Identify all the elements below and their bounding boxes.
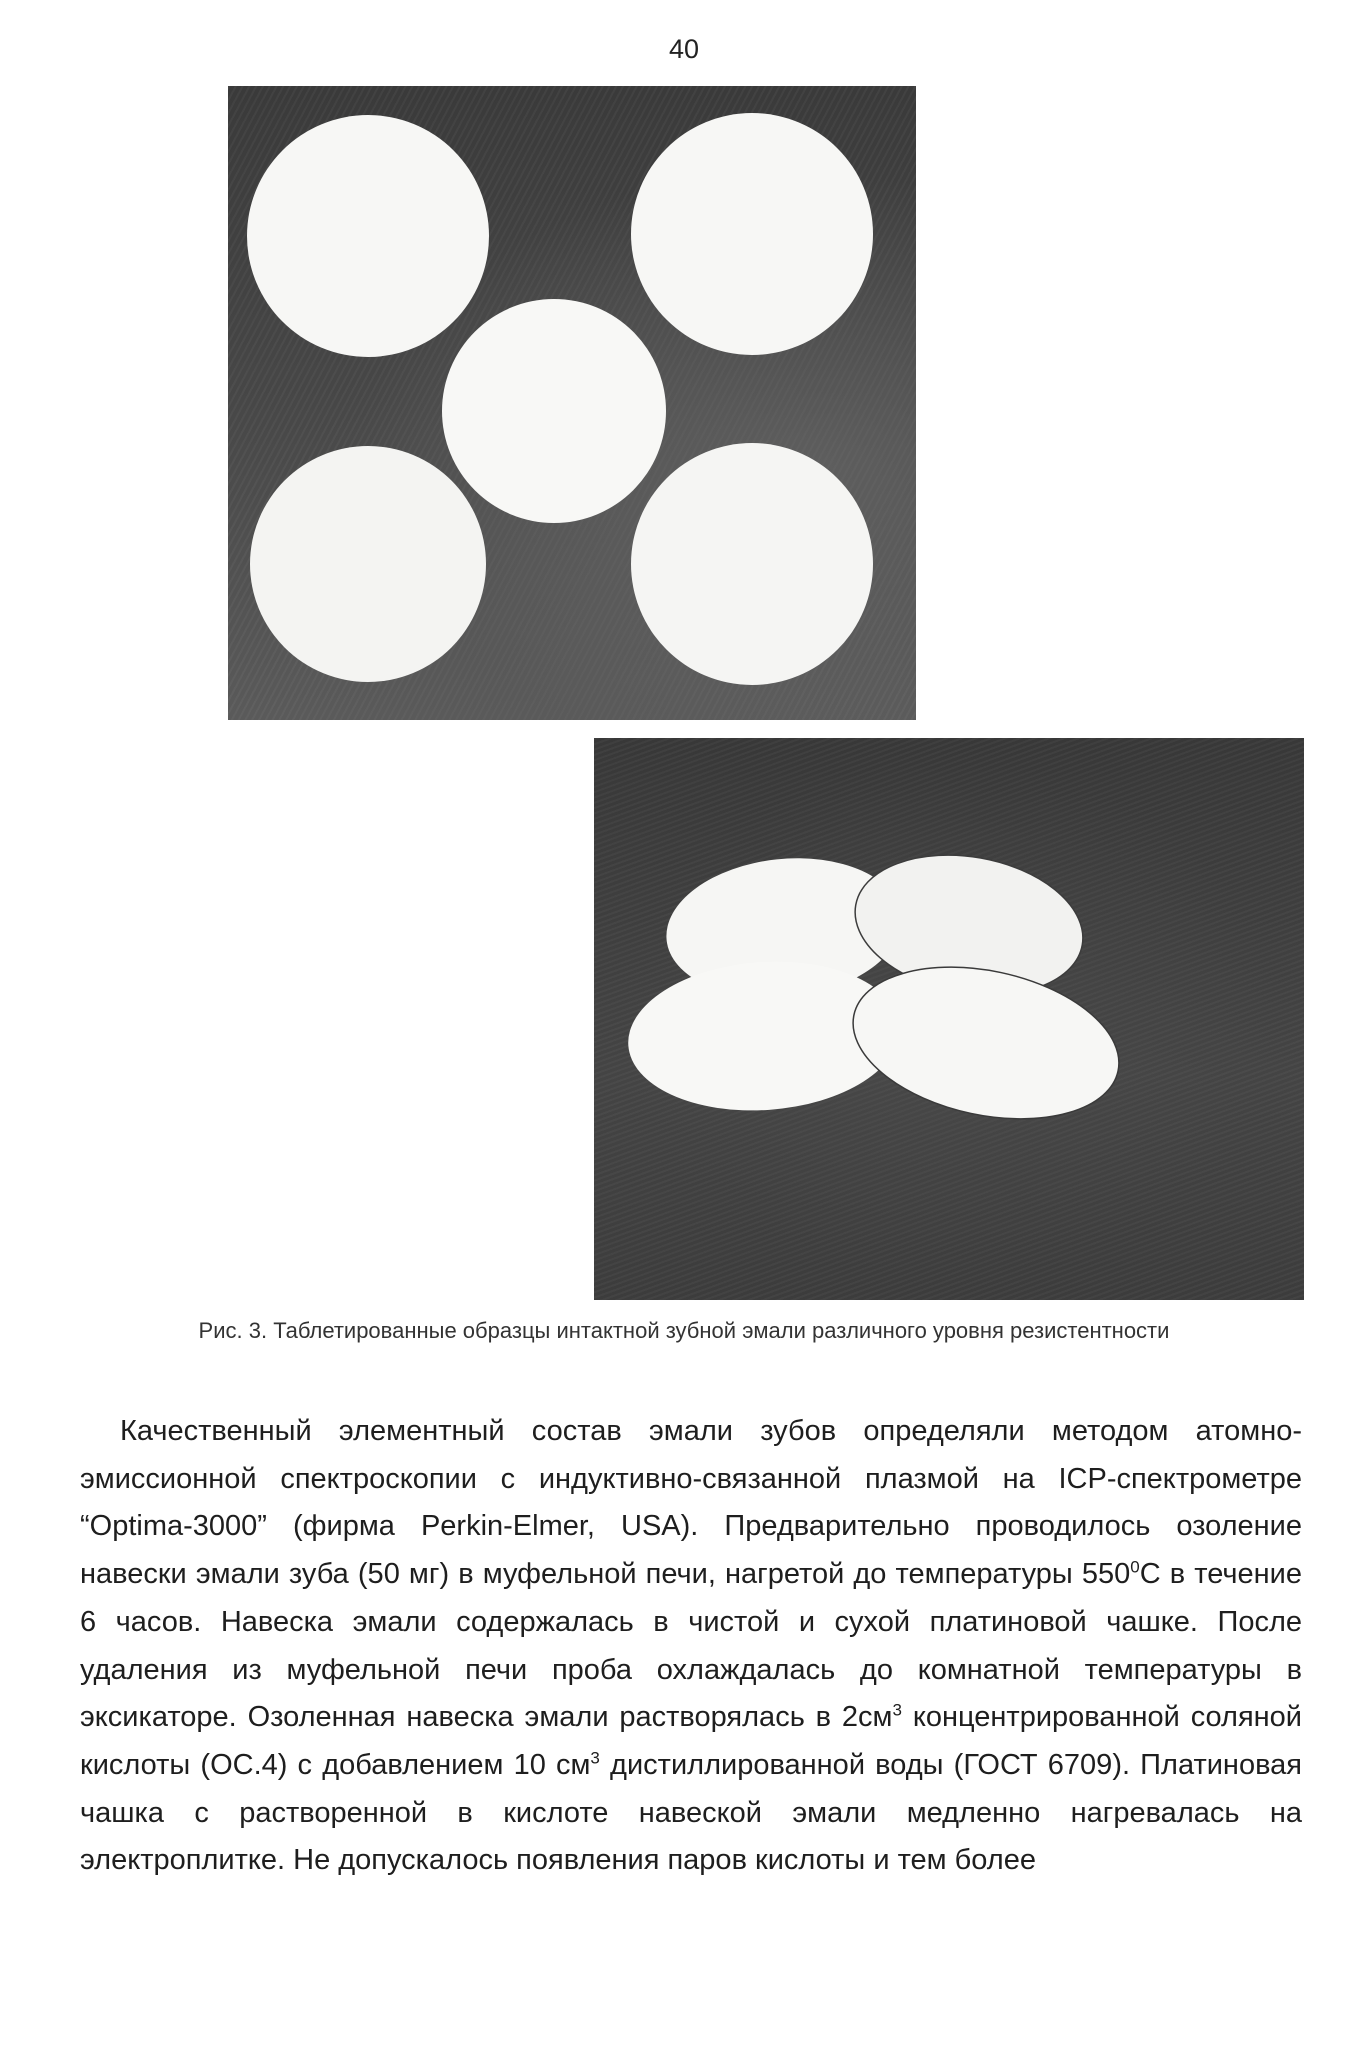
tablet-top-left <box>247 115 489 357</box>
tablet-top-right <box>631 113 873 355</box>
superscript: 3 <box>892 1700 902 1720</box>
tablet-front-right <box>839 945 1133 1142</box>
tablet-bottom-left <box>250 446 486 682</box>
tablets-top-drawing <box>228 86 916 720</box>
tablet-bottom-right <box>631 443 873 685</box>
body-paragraph <box>80 1408 1302 1885</box>
tablets-bottom-drawing <box>594 738 1304 1300</box>
page-number: 40 <box>668 34 700 64</box>
superscript: 0 <box>1130 1557 1140 1577</box>
figure-caption: Рис. 3. Таблетированные образцы интактной зубной эмали различного уровня резистентности <box>198 1318 1170 1343</box>
tablet-center <box>442 299 666 523</box>
tablets-photo-bottom <box>594 738 1304 1300</box>
text-segment: концентрированной соляной кислоты (ОС.4) с добавлением 10 см <box>80 1701 1302 1781</box>
text-segment: С в течение 6 часов. Навеска эмали содержалась в чистой и сухой платиновой чашке. После удаления из муфельной печи проба охлаждалась до комнатной температуры в эксикаторе. Озоленная навеска эмали растворялась в 2см <box>80 1558 1302 1734</box>
paragraph-text <box>80 1408 1302 1885</box>
text-segment: Качественный элементный состав эмали зубов определяли методом атомно-эмиссионной спектроскопии с индуктивно-связанной плазмой на ICP-спектрометре “Optima-3000” (фирма Perkin-Elmer, USA). Предварительно проводилось озоление навески эмали зуба (50 мг) в муфельной печи, нагретой до температуры 550 <box>80 1415 1302 1591</box>
text-segment: дистиллированной воды (ГОСТ 6709). Платиновая чашка с растворенной в кислоте навеской эмали медленно нагревалась на электроплитке. Не допускалось появления паров кислоты и тем более <box>80 1748 1302 1877</box>
tablets-photo-top <box>228 86 916 720</box>
superscript: 3 <box>590 1748 600 1768</box>
